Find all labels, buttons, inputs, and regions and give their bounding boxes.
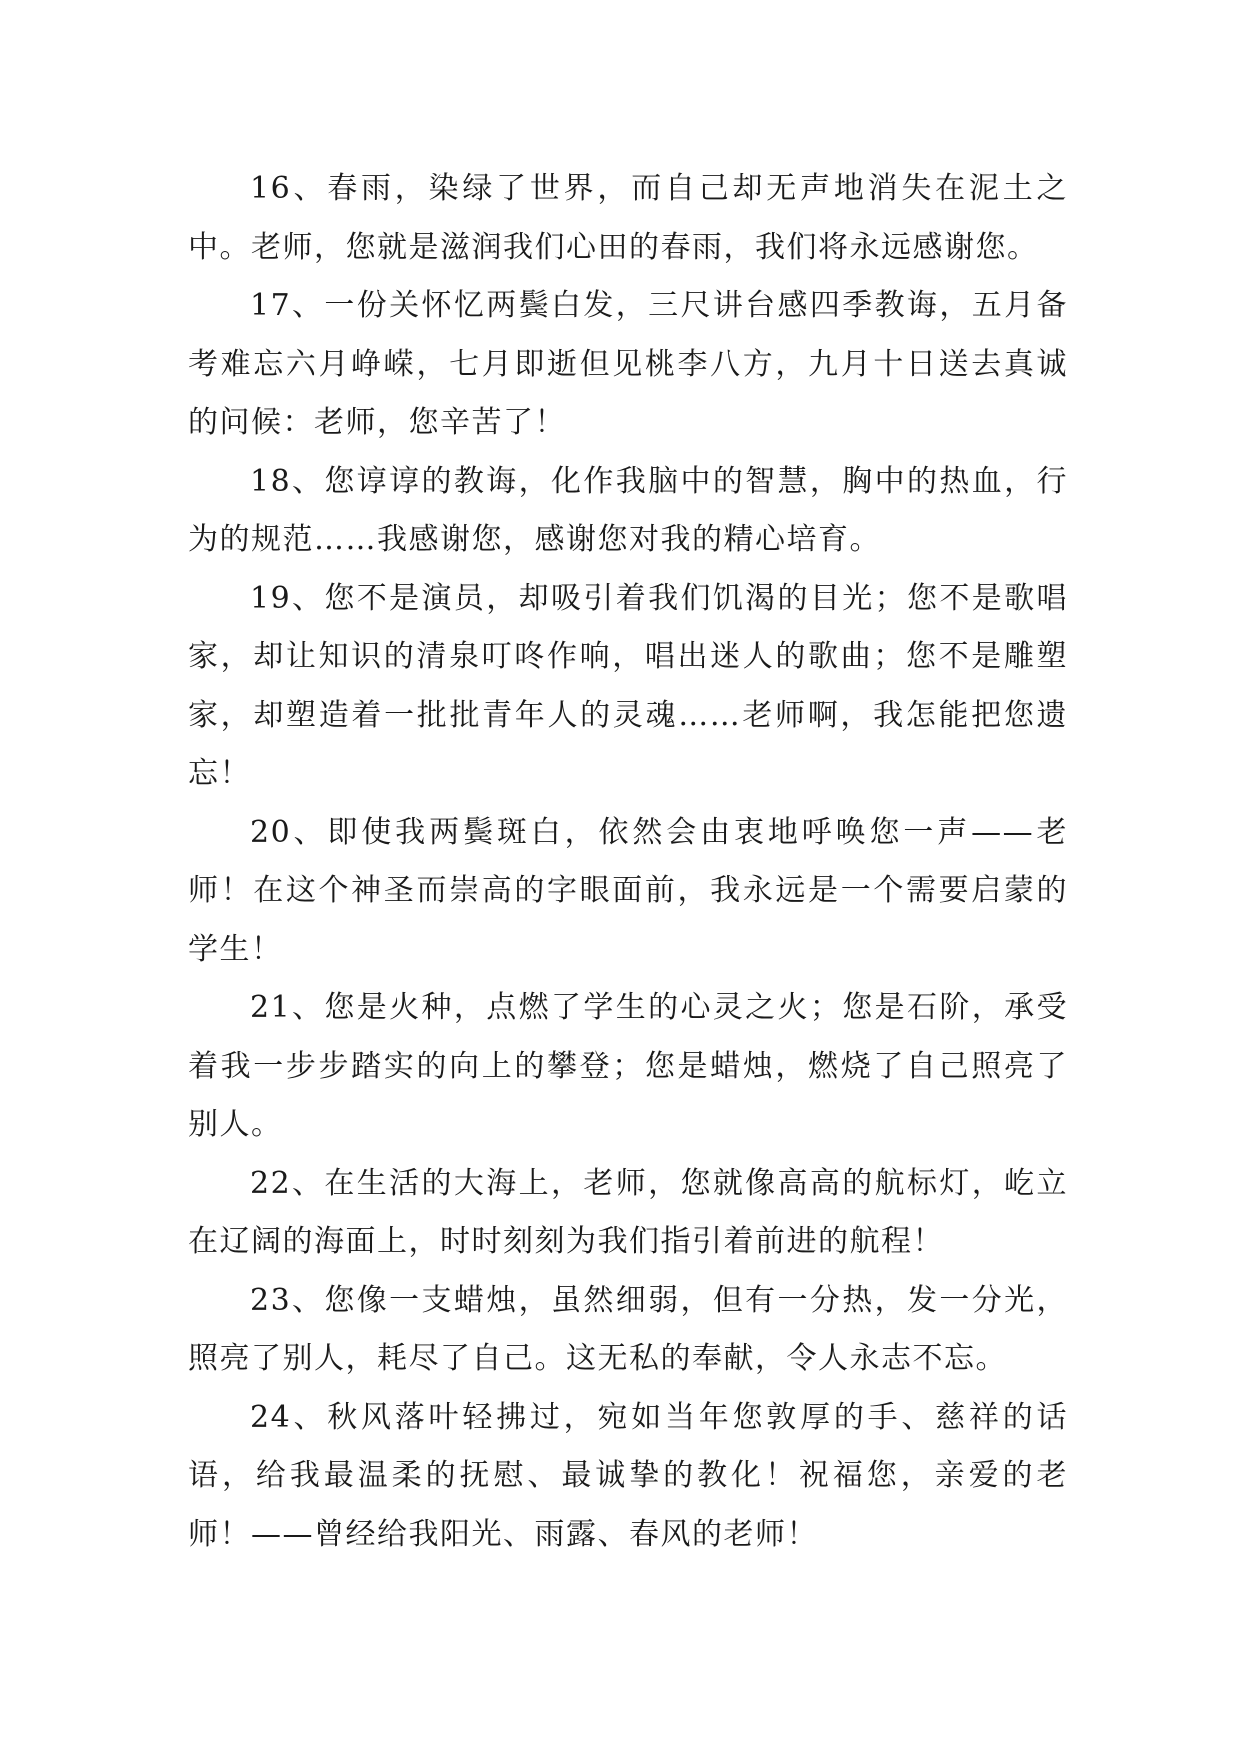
paragraph-17: 17、一份关怀忆两鬓白发，三尺讲台感四季教诲，五月备考难忘六月峥嵘，七月即逝但见桃李八方，九月十日送去真诚的问候：老师，您辛苦了！ [188,288,1068,440]
paragraph-24: 24、秋风落叶轻拂过，宛如当年您敦厚的手、慈祥的话语，给我最温柔的抚慰、最诚挚的教化！祝福您，亲爱的老师！——曾经给我阳光、雨露、春风的老师！ [188,1399,1068,1552]
document-body [188,160,1068,1564]
paragraph-22: 22、在生活的大海上，老师，您就像高高的航标灯，屹立在辽阔的海面上，时时刻刻为我们指引着前进的航程！ [188,1165,1068,1259]
paragraph-21: 21、您是火种，点燃了学生的心灵之火；您是石阶，承受着我一步步踏实的向上的攀登；您是蜡烛，燃烧了自己照亮了别人。 [188,990,1068,1142]
paragraph-16: 16、春雨，染绿了世界，而自己却无声地消失在泥土之中。老师，您就是滋润我们心田的春雨，我们将永远感谢您。 [188,171,1068,265]
paragraph-20: 20、即使我两鬓斑白，依然会由衷地呼唤您一声——老师！在这个神圣而崇高的字眼面前，我永远是一个需要启蒙的学生！ [188,814,1068,967]
paragraph-19: 19、您不是演员，却吸引着我们饥渴的目光；您不是歌唱家，却让知识的清泉叮咚作响，唱出迷人的歌曲；您不是雕塑家，却塑造着一批批青年人的灵魂……老师啊，我怎能把您遗忘！ [188,580,1068,791]
paragraph-18: 18、您谆谆的教诲，化作我脑中的智慧，胸中的热血，行为的规范……我感谢您，感谢您对我的精心培育。 [188,463,1068,557]
paragraph-23: 23、您像一支蜡烛，虽然细弱，但有一分热，发一分光，照亮了别人，耗尽了自己。这无私的奉献，令人永志不忘。 [188,1282,1068,1376]
